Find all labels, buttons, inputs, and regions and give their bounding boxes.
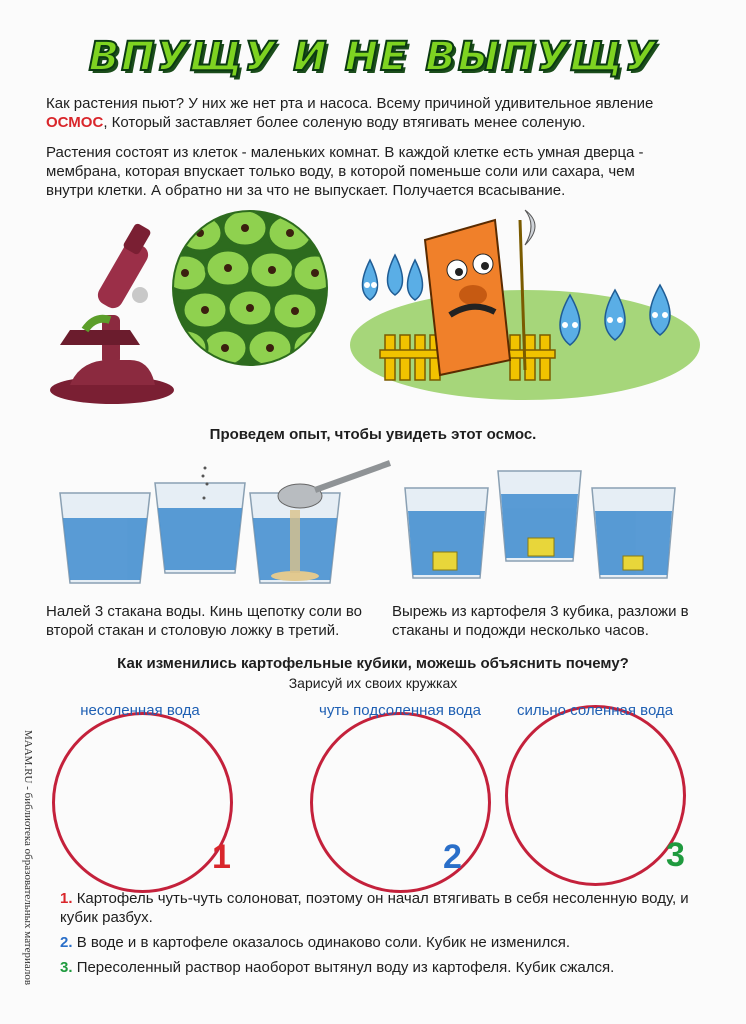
circle-2-number: 2 bbox=[443, 838, 462, 876]
circle-3-label: сильно соленная вода bbox=[516, 702, 674, 719]
drawing-circle-1[interactable] bbox=[52, 712, 233, 893]
caption-salt-experiment: Налей 3 стакана воды. Кинь щепотку соли во второй стакан и столовую ложку в третий. bbox=[46, 603, 363, 639]
membrane-guard-illustration bbox=[345, 200, 700, 405]
answer-1-text: Картофель чуть-чуть солоноват, поэтому он начал втягивать в себя несоленную воду, и кубик разбух. bbox=[60, 890, 689, 926]
circle-3-number: 3 bbox=[666, 836, 685, 874]
circle-1-number: 1 bbox=[212, 838, 231, 876]
answer-3-text: Пересоленный раствор наоборот вытянул воду из картофеля. Кубик сжался. bbox=[76, 959, 615, 976]
caption-potato-experiment: Вырежь из картофеля 3 кубика, разложи в стаканы и подожди несколько часов. bbox=[392, 603, 689, 639]
microscope-illustration bbox=[40, 220, 180, 410]
potato-glasses-illustration bbox=[400, 466, 690, 586]
question-heading: Как изменились картофельные кубики, можешь объяснить почему? bbox=[117, 655, 629, 672]
experiment-heading: Проведем опыт, чтобы увидеть этот осмос. bbox=[209, 426, 537, 443]
answer-1 bbox=[60, 889, 700, 927]
salt-glasses-illustration bbox=[55, 458, 400, 588]
side-credit: MAAM.RU - библиотека образовательных материалов bbox=[22, 730, 34, 986]
answer-3 bbox=[60, 958, 700, 977]
question-subheading: Зарисуй их своих кружках bbox=[288, 675, 458, 691]
intro-text-start: Как растения пьют? У них же нет рта и насоса. Всему причиной удивительное явление bbox=[46, 95, 654, 112]
intro-paragraph-1 bbox=[46, 94, 706, 132]
drawing-circle-3[interactable] bbox=[505, 705, 686, 886]
answer-2-text: В воде и в картофеле оказалось одинаково соли. Кубик не изменился. bbox=[76, 934, 571, 951]
osmos-term: ОСМОС bbox=[46, 114, 104, 131]
intro-text-end: , Который заставляет более соленую воду втягивать менее соленую. bbox=[103, 114, 586, 131]
plant-cells-illustration bbox=[170, 208, 330, 368]
intro-paragraph-2: Растения состоят из клеток - маленьких комнат. В каждой клетке есть умная дверца - мембрана, которая впускает только воду, в которой поменьше соли или сахара, чем внутри клетки. А обратно ни за что не выпускает. Получается всасывание. bbox=[46, 144, 644, 199]
answer-1-number: 1. bbox=[60, 890, 73, 907]
circle-1-label: несоленная вода bbox=[80, 702, 200, 719]
answer-2 bbox=[60, 933, 700, 952]
circle-2-label: чуть подсоленная вода bbox=[319, 702, 481, 719]
drawing-circle-2[interactable] bbox=[310, 712, 491, 893]
page-title: ВПУЩУ И НЕ ВЫПУЩУ bbox=[88, 34, 658, 80]
answer-2-number: 2. bbox=[60, 934, 73, 951]
answer-3-number: 3. bbox=[60, 959, 73, 976]
